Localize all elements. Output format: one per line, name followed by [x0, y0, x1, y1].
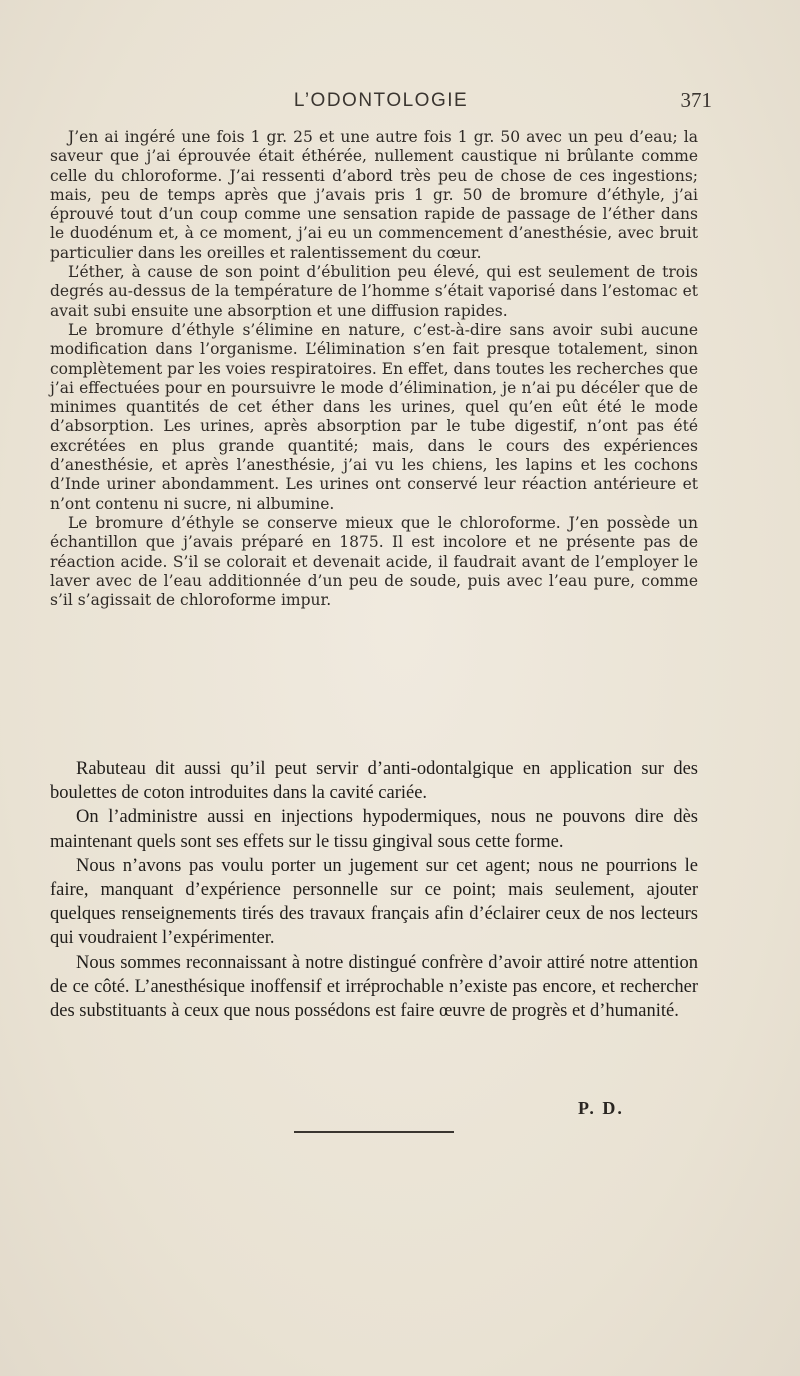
paragraph: J’en ai ingéré une fois 1 gr. 25 et une autre fois 1 gr. 50 avec un peu d’eau; la saveur que j’ai éprouvée était éthérée, nullement caustique ni brûlante comme celle du chloroforme. J’ai ressenti d’abord très peu de chose de ces ingestions; mais, peu de temps après que j’avais pris 1 gr. 50 de bromure d’éthyle, j’ai éprouvé tout d’un coup comme une sensation rapide de passage de l’éther dans le duodénum et, à ce moment, j’ai eu un commencement d’anesthésie, avec bruit particulier dans les oreilles et ralentissement du cœur.	[50, 128, 698, 262]
paragraph: Le bromure d’éthyle s’élimine en nature, c’est-à-dire sans avoir subi aucune modification dans l’organisme. L’élimination s’en fait presque totalement, sinon complètement par les voies respiratoires. En effet, dans toutes les recherches que j’ai effectuées pour en poursuivre le mode d’élimination, je n’ai pu décéler que de minimes quantités de cet éther dans les urines, quel qu’en eût été le mode d’absorption. Les urines, après absorption par le tube digestif, n’ont pas été excrétées en plus grande quantité; mais, dans le cours des expériences d’anesthésie, et après l’anesthésie, j’ai vu les chiens, les lapins et les cochons d’Inde uriner abondamment. Les urines ont conservé leur réaction antérieure et n’ont contenu ni sucre, ni albumine.	[50, 320, 698, 513]
paragraph: On l’administre aussi en injections hypodermiques, nous ne pouvons dire dès maintenant quels sont ses effets sur le tissu gingival sous cette forme.	[50, 807, 698, 852]
main-text-block	[50, 757, 698, 1023]
quoted-text-block	[50, 128, 698, 610]
paragraph: L’éther, à cause de son point d’ébulition peu élevé, qui est seulement de trois degrés au-dessus de la température de l’homme s’était vaporisé dans l’estomac et avait subi ensuite une absorption et une diffusion rapides.	[50, 263, 698, 320]
running-title: L’ODONTOLOGIE	[293, 90, 469, 111]
author-signature: P. D.	[578, 1098, 624, 1118]
paragraph: Nous sommes reconnaissant à notre distingué confrère d’avoir attiré notre attention de ce côté. L’anesthésique inoffensif et irréprochable n’existe pas encore, et rechercher des substituants à ceux que nous possédons est faire œuvre de progrès et d’humanité.	[50, 952, 698, 1022]
paragraph: Nous n’avons pas voulu porter un jugement sur cet agent; nous ne pourrions le faire, manquant d’expérience personnelle sur ce point; mais seulement, ajouter quelques renseignements tirés des travaux français afin d’éclairer ceux de nos lecteurs qui voudraient l’expérimenter.	[50, 855, 698, 949]
section-divider	[294, 1131, 454, 1133]
page-header	[50, 88, 712, 118]
paragraph: Rabuteau dit aussi qu’il peut servir d’anti-odontalgique en application sur des boulettes de coton introduites dans la cavité cariée.	[50, 759, 698, 804]
page-number: 371	[680, 88, 712, 112]
paragraph: Le bromure d’éthyle se conserve mieux que le chloroforme. J’en possède un échantillon que j’avais préparé en 1875. Il est incolore et ne présente pas de réaction acide. S’il se colorait et devenait acide, il faudrait avant de l’employer le laver avec de l’eau additionnée d’un peu de soude, puis avec l’eau pure, comme s’il s’agissait de chloroforme impur.	[50, 513, 698, 610]
